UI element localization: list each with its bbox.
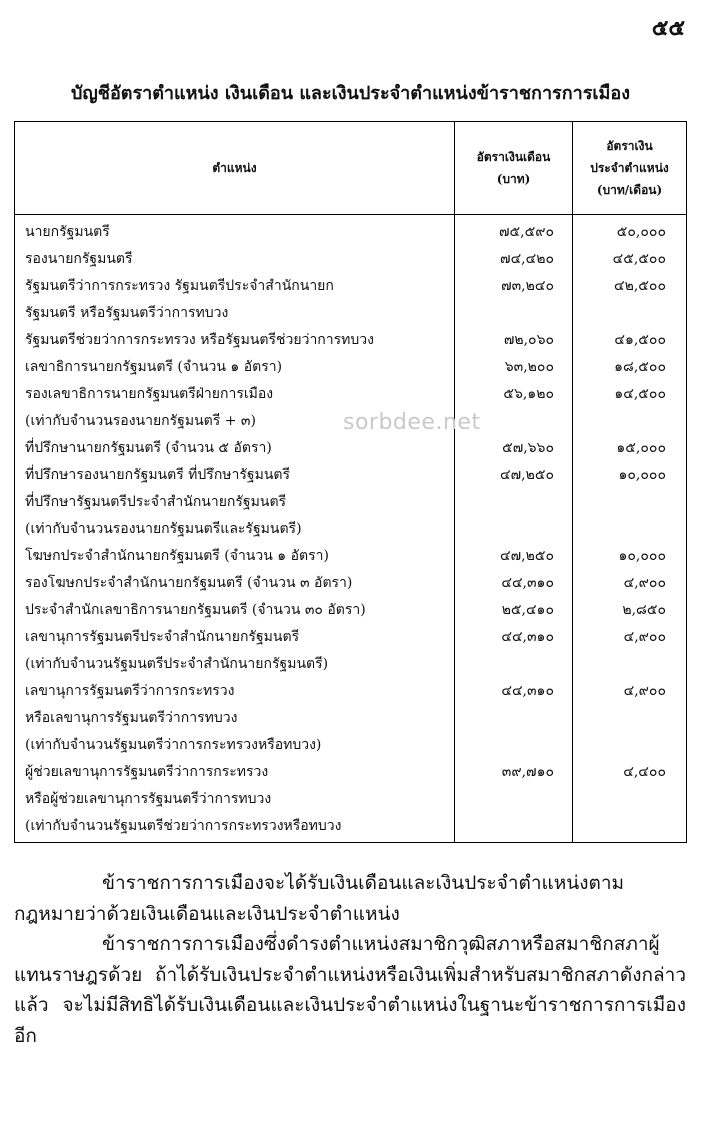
salary-cell: ๕๖,๑๒๐ — [455, 381, 573, 408]
table-row — [15, 651, 687, 678]
position-cell: นายกรัฐมนตรี — [15, 215, 455, 247]
header-salary-line-2: (บาท) — [496, 172, 531, 186]
salary-cell: ๗๔,๔๒๐ — [455, 246, 573, 273]
salary-cell — [455, 705, 573, 732]
watermark: sorbdee.net — [343, 410, 481, 435]
table-row — [15, 327, 687, 354]
header-position — [15, 122, 455, 215]
allowance-cell: ๔๕,๕๐๐ — [573, 246, 687, 273]
allowance-cell — [573, 651, 687, 678]
position-cell: โฆษกประจำสำนักนายกรัฐมนตรี (จำนวน ๑ อัตรา) — [15, 543, 455, 570]
salary-cell: ๗๕,๕๙๐ — [455, 215, 573, 247]
table-row — [15, 300, 687, 327]
salary-cell — [455, 732, 573, 759]
header-allowance-line-3: (บาท/เดือน) — [596, 183, 663, 197]
allowance-cell: ๔,๙๐๐ — [573, 678, 687, 705]
position-cell: หรือผู้ช่วยเลขานุการรัฐมนตรีว่าการทบวง — [15, 786, 455, 813]
header-salary — [455, 122, 573, 215]
allowance-cell — [573, 732, 687, 759]
allowance-cell — [573, 300, 687, 327]
allowance-cell: ๑๔,๕๐๐ — [573, 381, 687, 408]
salary-cell — [455, 516, 573, 543]
allowance-cell: ๔๒,๕๐๐ — [573, 273, 687, 300]
table-row — [15, 813, 687, 843]
position-cell: เลขานุการรัฐมนตรีว่าการกระทรวง — [15, 678, 455, 705]
table-row — [15, 705, 687, 732]
position-cell: ที่ปรึกษารองนายกรัฐมนตรี ที่ปรึกษารัฐมนตรี — [15, 462, 455, 489]
position-cell: รัฐมนตรีช่วยว่าการกระทรวง หรือรัฐมนตรีช่วยว่าการทบวง — [15, 327, 455, 354]
allowance-cell — [573, 813, 687, 843]
allowance-cell — [573, 786, 687, 813]
table-header — [15, 122, 687, 215]
allowance-cell: ๔,๙๐๐ — [573, 570, 687, 597]
table-row — [15, 489, 687, 516]
table-row — [15, 543, 687, 570]
header-allowance — [573, 122, 687, 215]
header-allowance-line-2: ประจำตำแหน่ง — [590, 161, 669, 175]
allowance-cell — [573, 408, 687, 435]
salary-cell: ๔๔,๓๑๐ — [455, 624, 573, 651]
table-body — [15, 215, 687, 843]
table-row — [15, 786, 687, 813]
salary-cell — [455, 300, 573, 327]
table-row — [15, 678, 687, 705]
salary-cell — [455, 489, 573, 516]
salary-cell — [455, 786, 573, 813]
position-cell: ที่ปรึกษานายกรัฐมนตรี (จำนวน ๕ อัตรา) — [15, 435, 455, 462]
salary-cell: ๔๔,๓๑๐ — [455, 678, 573, 705]
salary-cell — [455, 651, 573, 678]
position-cell: รัฐมนตรี หรือรัฐมนตรีว่าการทบวง — [15, 300, 455, 327]
position-cell: รองเลขาธิการนายกรัฐมนตรีฝ่ายการเมือง — [15, 381, 455, 408]
position-cell: ที่ปรึกษารัฐมนตรีประจำสำนักนายกรัฐมนตรี — [15, 489, 455, 516]
allowance-cell: ๔๑,๕๐๐ — [573, 327, 687, 354]
salary-cell: ๕๗,๖๖๐ — [455, 435, 573, 462]
allowance-cell: ๔,๔๐๐ — [573, 759, 687, 786]
salary-cell: ๔๔,๓๑๐ — [455, 570, 573, 597]
salary-cell: ๗๒,๐๖๐ — [455, 327, 573, 354]
paragraph-1: ข้าราชการการเมืองจะได้รับเงินเดือนและเงินประจำตำแหน่งตามกฎหมายว่าด้วยเงินเดือนและเงินประจำตำแหน่ง — [14, 872, 625, 925]
allowance-cell — [573, 705, 687, 732]
table-row — [15, 624, 687, 651]
allowance-cell: ๑๘,๕๐๐ — [573, 354, 687, 381]
salary-cell: ๒๕,๔๑๐ — [455, 597, 573, 624]
header-salary-line-1: อัตราเงินเดือน — [476, 150, 551, 164]
table-row — [15, 354, 687, 381]
salary-cell — [455, 813, 573, 843]
position-cell: หรือเลขานุการรัฐมนตรีว่าการทบวง — [15, 705, 455, 732]
table-row — [15, 570, 687, 597]
allowance-cell: ๑๐,๐๐๐ — [573, 462, 687, 489]
table-row — [15, 215, 687, 247]
allowance-cell: ๑๕,๐๐๐ — [573, 435, 687, 462]
table-row — [15, 759, 687, 786]
table-row — [15, 732, 687, 759]
allowance-cell: ๕๐,๐๐๐ — [573, 215, 687, 247]
position-cell: (เท่ากับจำนวนรองนายกรัฐมนตรีและรัฐมนตรี) — [15, 516, 455, 543]
table-row — [15, 516, 687, 543]
allowance-cell: ๔,๙๐๐ — [573, 624, 687, 651]
table-row — [15, 597, 687, 624]
position-cell: เลขานุการรัฐมนตรีประจำสำนักนายกรัฐมนตรี — [15, 624, 455, 651]
table-row — [15, 273, 687, 300]
document-title: บัญชีอัตราตำแหน่ง เงินเดือน และเงินประจำตำแหน่งข้าราชการการเมือง — [70, 83, 631, 104]
salary-rate-table — [14, 121, 687, 843]
position-cell: (เท่ากับจำนวนรัฐมนตรีว่าการกระทรวงหรือทบวง) — [15, 732, 455, 759]
header-position-label: ตำแหน่ง — [212, 161, 257, 175]
table-row — [15, 435, 687, 462]
page-number: ๕๕ — [651, 15, 685, 41]
position-cell: รองโฆษกประจำสำนักนายกรัฐมนตรี (จำนวน ๓ อัตรา) — [15, 570, 455, 597]
paragraph-2: ข้าราชการการเมืองซึ่งดำรงตำแหน่งสมาชิกวุฒิสภาหรือสมาชิกสภาผู้แทนราษฎรด้วย ถ้าได้รับเงินประจำตำแหน่งหรือเงินเพิ่มสำหรับสมาชิกสภาดังกล่าวแล้ว จะไม่มีสิทธิได้รับเงินเดือนและเงินประจำตำแหน่งในฐานะข้าราชการการเมืองอีก — [14, 933, 686, 1047]
allowance-cell: ๑๐,๐๐๐ — [573, 543, 687, 570]
position-cell: เลขาธิการนายกรัฐมนตรี (จำนวน ๑ อัตรา) — [15, 354, 455, 381]
header-allowance-line-1: อัตราเงิน — [606, 139, 653, 153]
salary-cell: ๓๙,๗๑๐ — [455, 759, 573, 786]
table-row — [15, 381, 687, 408]
salary-cell: ๗๓,๒๔๐ — [455, 273, 573, 300]
salary-cell: ๖๓,๒๐๐ — [455, 354, 573, 381]
position-cell: รัฐมนตรีว่าการกระทรวง รัฐมนตรีประจำสำนักนายก — [15, 273, 455, 300]
position-cell: (เท่ากับจำนวนรองนายกรัฐมนตรี + ๓) — [15, 408, 455, 435]
position-cell: ประจำสำนักเลขาธิการนายกรัฐมนตรี (จำนวน ๓๐ อัตรา) — [15, 597, 455, 624]
position-cell: (เท่ากับจำนวนรัฐมนตรีช่วยว่าการกระทรวงหรือทบวง — [15, 813, 455, 843]
position-cell: รองนายกรัฐมนตรี — [15, 246, 455, 273]
allowance-cell — [573, 489, 687, 516]
allowance-cell: ๒,๘๕๐ — [573, 597, 687, 624]
position-cell: (เท่ากับจำนวนรัฐมนตรีประจำสำนักนายกรัฐมนตรี) — [15, 651, 455, 678]
salary-cell: ๔๗,๒๕๐ — [455, 543, 573, 570]
table-row — [15, 462, 687, 489]
allowance-cell — [573, 516, 687, 543]
body-text — [14, 868, 686, 1051]
table-row — [15, 246, 687, 273]
position-cell: ผู้ช่วยเลขานุการรัฐมนตรีว่าการกระทรวง — [15, 759, 455, 786]
salary-cell: ๔๗,๒๕๐ — [455, 462, 573, 489]
